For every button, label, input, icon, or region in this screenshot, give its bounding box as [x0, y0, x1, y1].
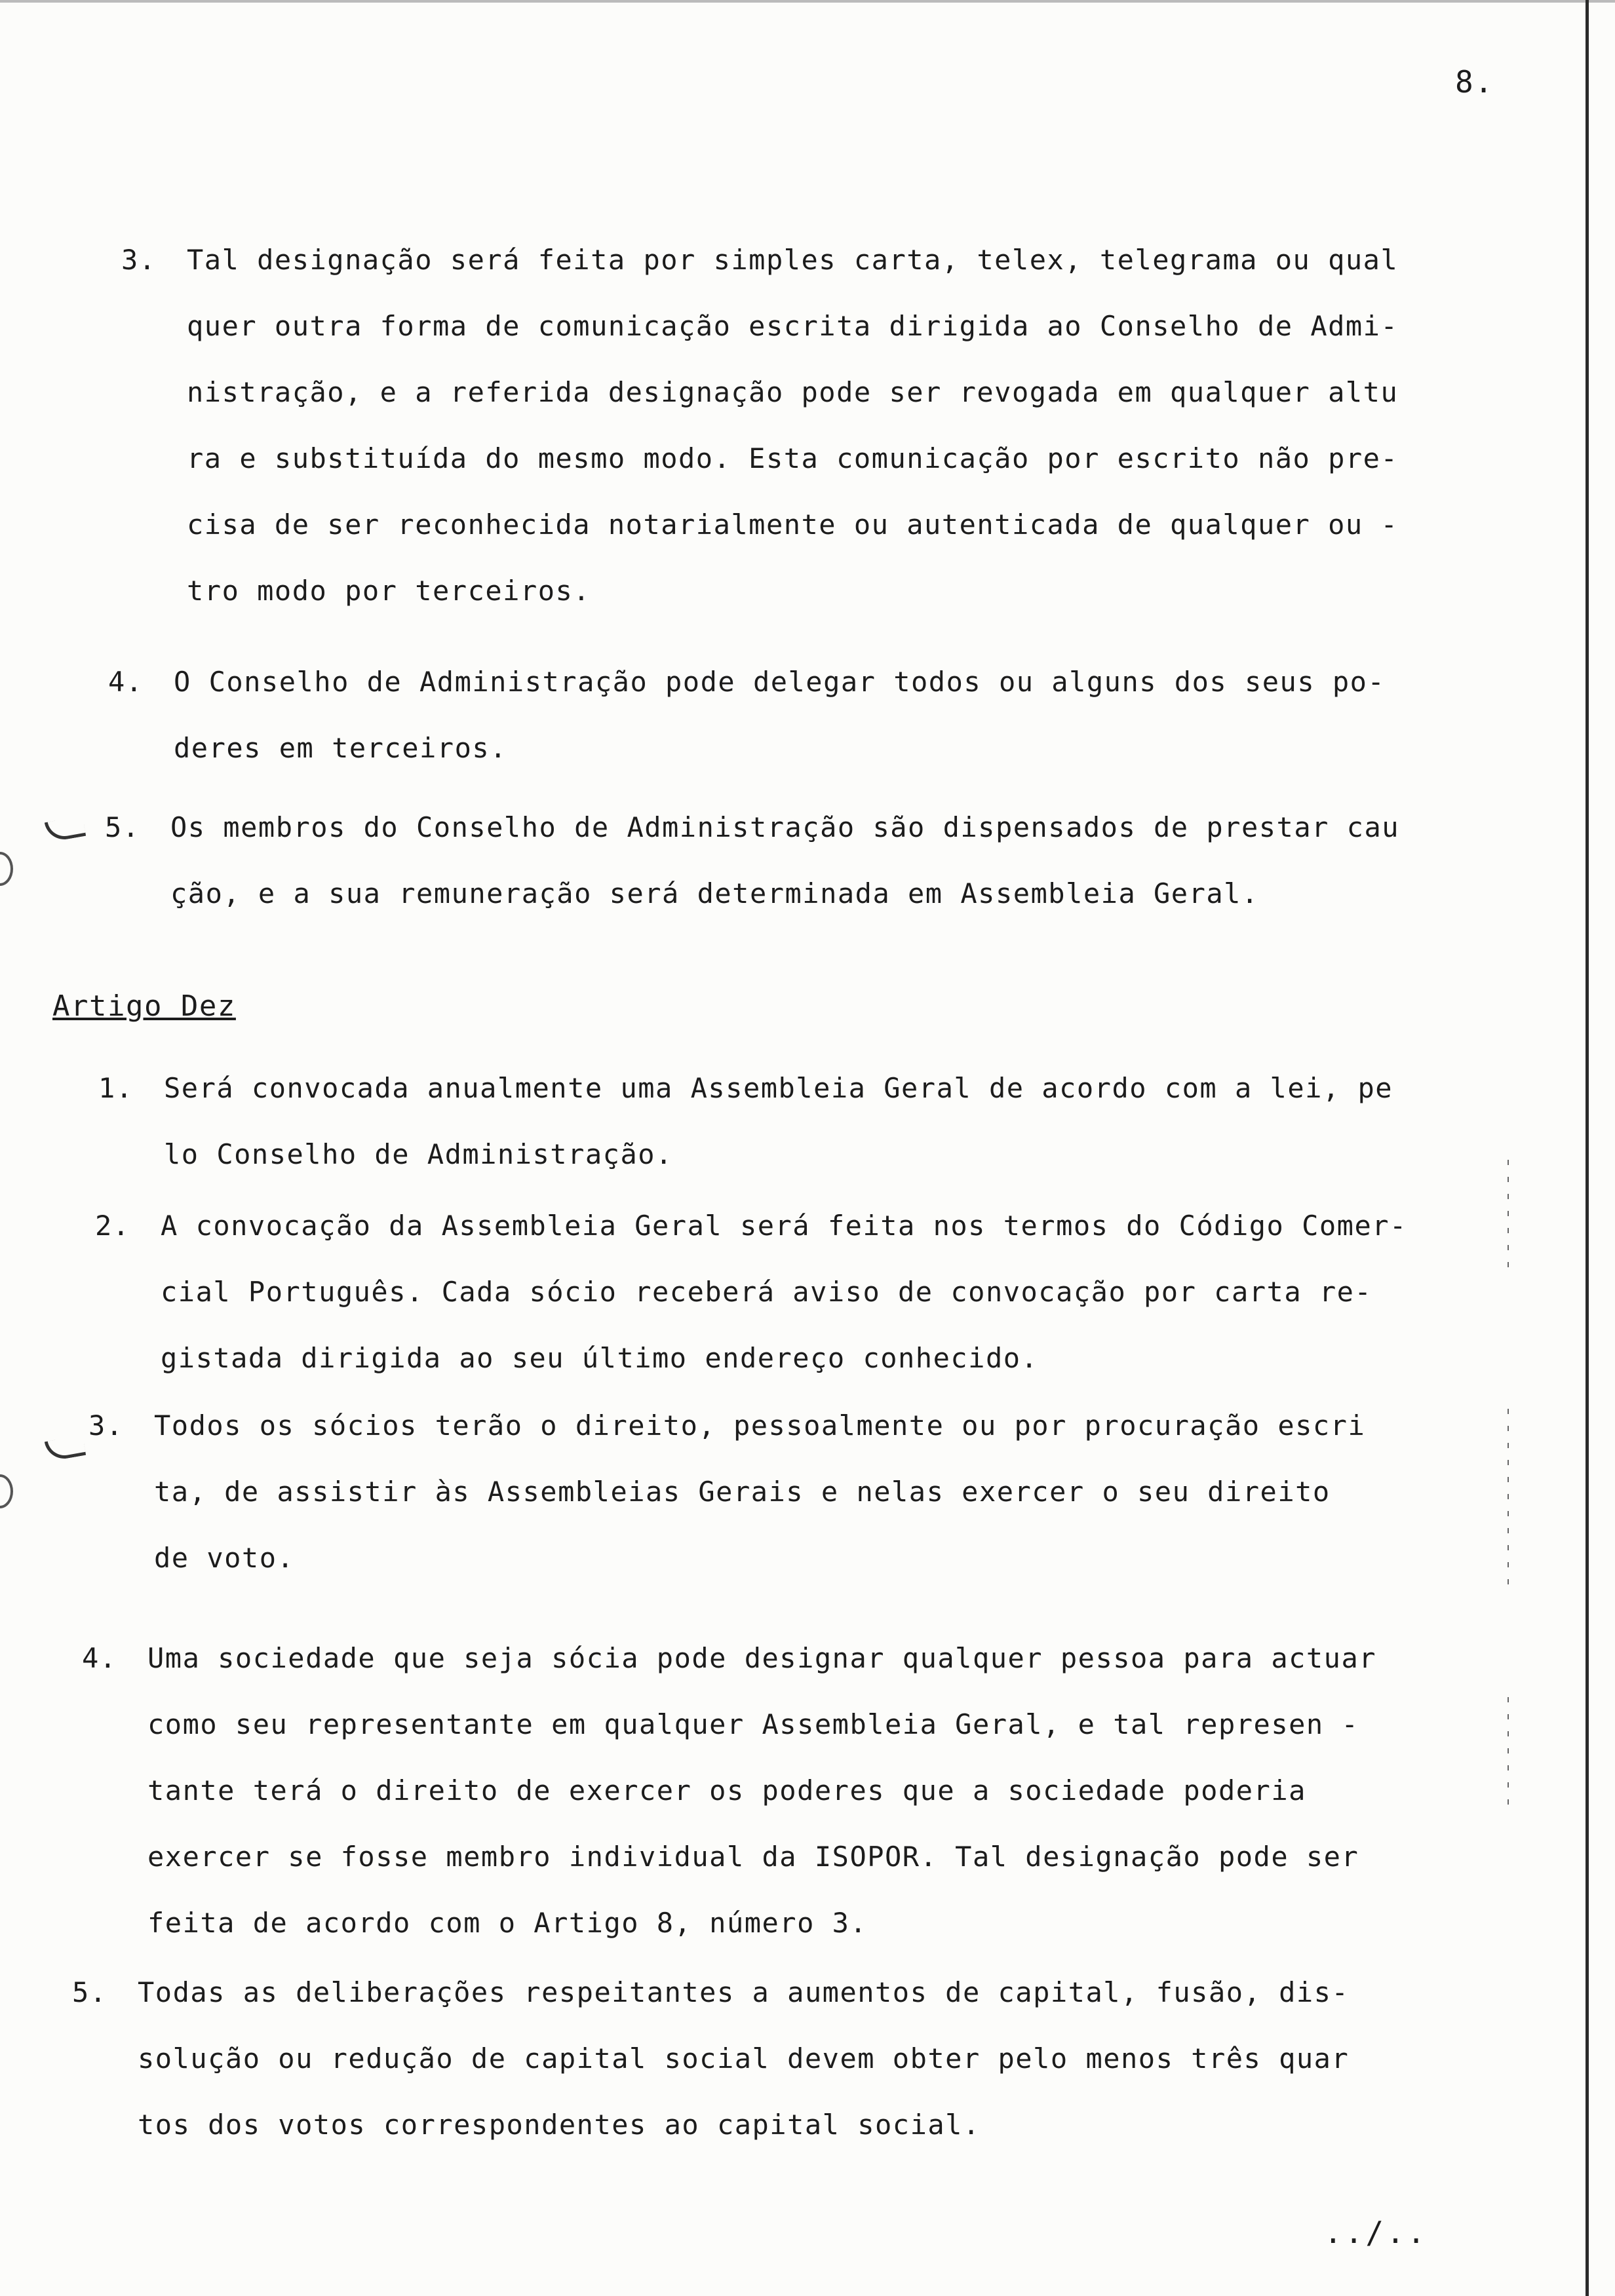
item-line: tante terá o direito de exercer os poderes que a sociedade poderia	[147, 1774, 1306, 1807]
margin-check-mark	[45, 1435, 86, 1462]
item-line: nistração, e a referida designação pode ser revogada em qualquer altu	[187, 376, 1399, 408]
item-line: exercer se fosse membro individual da ISOPOR. Tal designação pode ser	[147, 1841, 1359, 1873]
item-number: 2.	[95, 1210, 130, 1242]
list-item	[95, 1193, 1407, 1391]
list-item	[105, 794, 1400, 927]
item-number: 3.	[88, 1409, 124, 1442]
item-line: ta, de assistir às Assembleias Gerais e nelas exercer o seu direito	[154, 1476, 1331, 1508]
right-edge	[1586, 0, 1589, 2296]
item-line: A convocação da Assembleia Geral será feita nos termos do Código Comer-	[161, 1210, 1407, 1242]
margin-dashed-line	[1508, 1160, 1509, 1271]
section-heading: Artigo Dez	[52, 989, 236, 1023]
item-line: Os membros do Conselho de Administração são dispensados de prestar cau	[170, 811, 1400, 843]
list-item	[98, 1055, 1393, 1187]
item-line: tro modo por terceiros.	[187, 575, 591, 607]
item-line: Todas as deliberações respeitantes a aumentos de capital, fusão, dis-	[138, 1976, 1350, 2008]
margin-check-mark	[45, 816, 86, 843]
item-line: gistada dirigida ao seu último endereço conhecido.	[161, 1342, 1039, 1374]
item-line: cisa de ser reconhecida notarialmente ou autenticada de qualquer ou -	[187, 508, 1399, 541]
list-item	[72, 1959, 1350, 2158]
punch-hole	[0, 852, 13, 886]
list-item	[82, 1625, 1377, 1956]
item-line: Todos os sócios terão o direito, pessoalmente ou por procuração escri	[154, 1409, 1366, 1442]
item-line: Será convocada anualmente uma Assembleia Geral de acordo com a lei, pe	[164, 1072, 1393, 1104]
list-item	[121, 227, 1399, 624]
item-line: Tal designação será feita por simples carta, telex, telegrama ou qual	[187, 244, 1399, 276]
item-line: de voto.	[154, 1542, 295, 1574]
item-line: tos dos votos correspondentes ao capital social.	[138, 2109, 981, 2141]
punch-hole	[0, 1474, 13, 1508]
item-line: como seu representante em qualquer Assembleia Geral, e tal represen -	[147, 1708, 1359, 1740]
margin-dashed-line	[1508, 1697, 1509, 1815]
item-number: 3.	[121, 244, 157, 276]
page-number: 8.	[1455, 64, 1494, 100]
item-number: 1.	[98, 1072, 134, 1104]
margin-dashed-line	[1508, 1409, 1509, 1592]
item-number: 4.	[82, 1642, 117, 1674]
item-number: 4.	[108, 666, 144, 698]
item-line: ção, e a sua remuneração será determinada em Assembleia Geral.	[170, 877, 1259, 909]
item-line: ra e substituída do mesmo modo. Esta comunicação por escrito não pre-	[187, 442, 1399, 474]
item-line: O Conselho de Administração pode delegar todos ou alguns dos seus po-	[174, 666, 1386, 698]
item-line: lo Conselho de Administração.	[164, 1138, 673, 1170]
item-line: quer outra forma de comunicação escrita dirigida ao Conselho de Admi-	[187, 310, 1399, 342]
top-edge	[0, 0, 1615, 3]
item-line: deres em terceiros.	[174, 732, 507, 764]
item-line: Uma sociedade que seja sócia pode designar qualquer pessoa para actuar	[147, 1642, 1377, 1674]
list-item	[88, 1392, 1366, 1591]
item-number: 5.	[105, 811, 140, 843]
item-line: solução ou redução de capital social devem obter pelo menos três quar	[138, 2042, 1350, 2075]
item-line: cial Português. Cada sócio receberá aviso de convocação por carta re-	[161, 1276, 1372, 1308]
list-item	[108, 649, 1386, 781]
item-line: feita de acordo com o Artigo 8, número 3.	[147, 1907, 868, 1939]
continuation-mark: ../..	[1324, 2215, 1428, 2250]
item-number: 5.	[72, 1976, 107, 2008]
